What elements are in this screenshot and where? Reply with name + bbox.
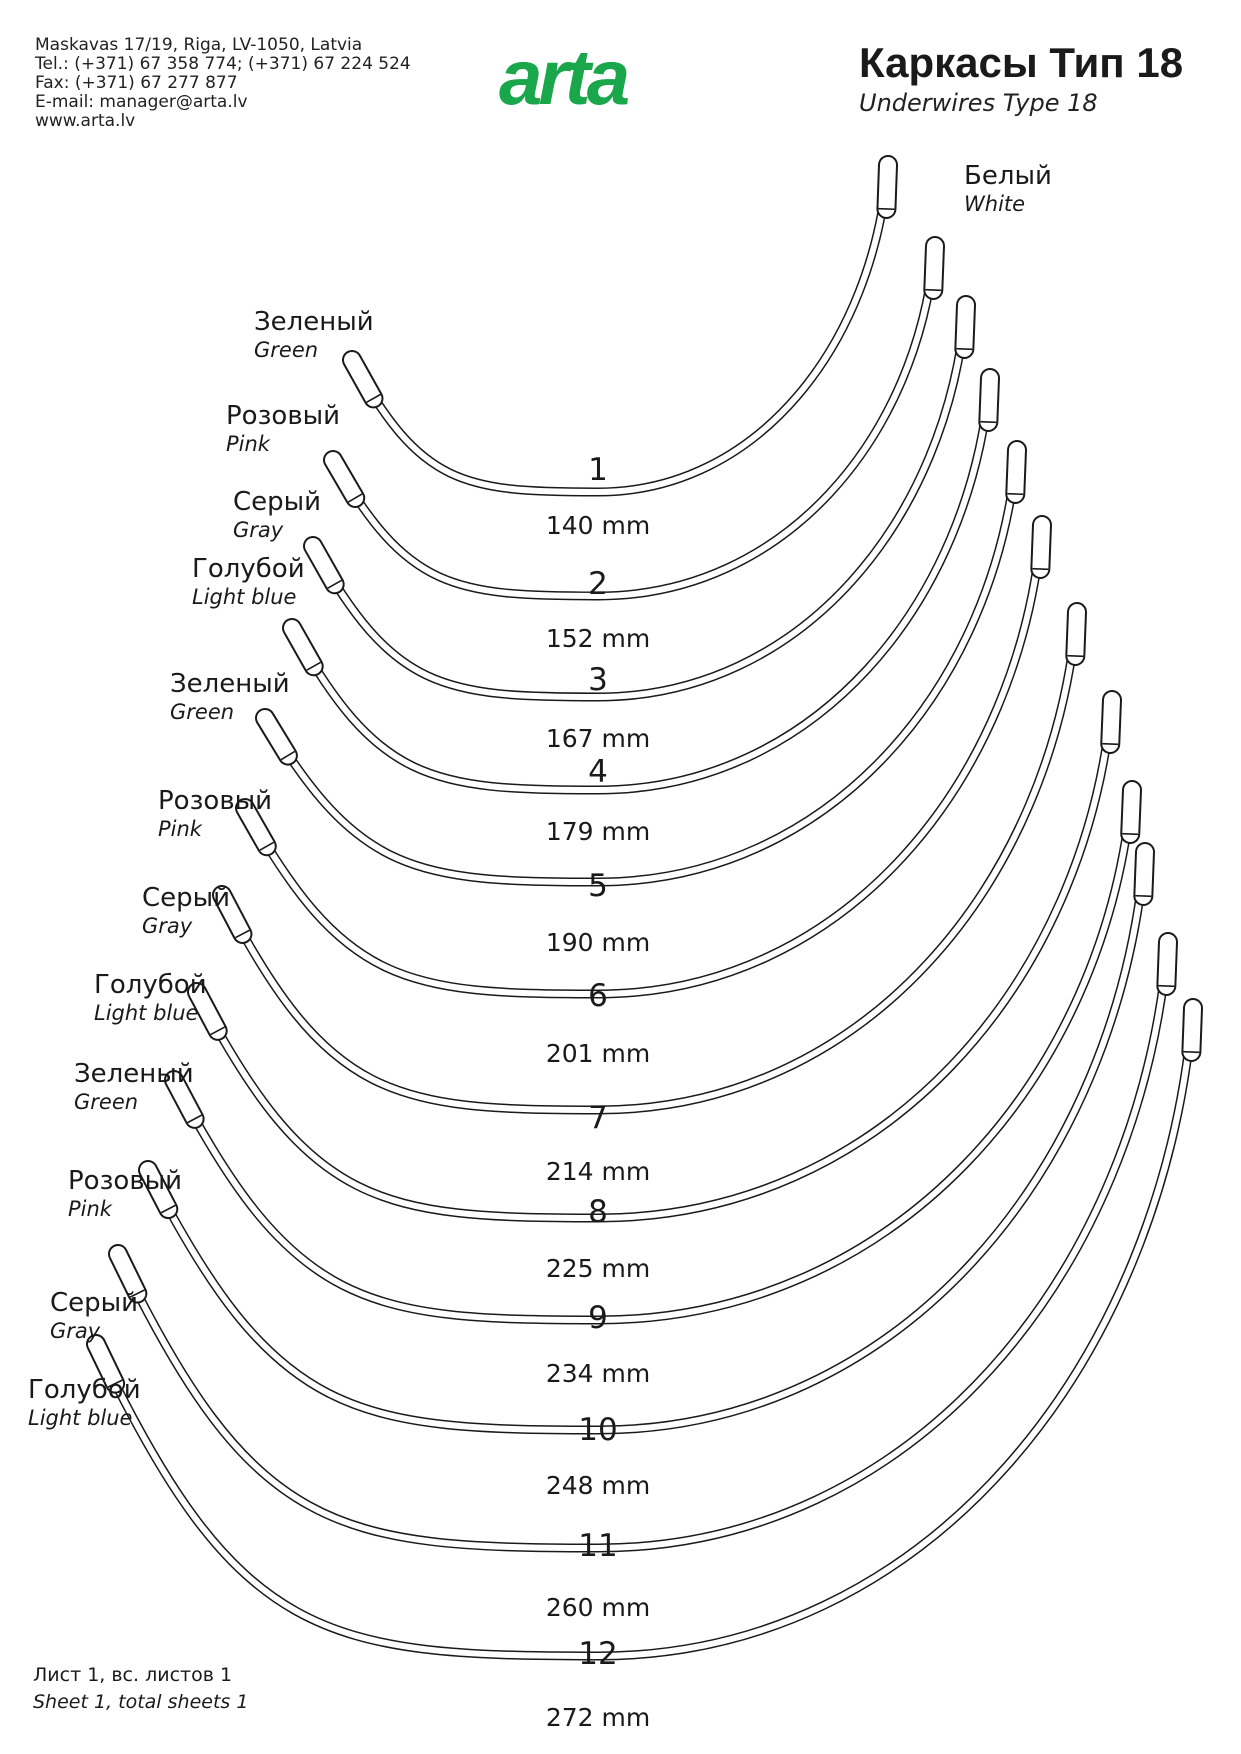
wire-length: 234 mm [545,1359,651,1388]
underwire-12-right-tip-fill [1191,1008,1193,1052]
wire-number: 8 [588,1194,608,1230]
wire-number: 1 [588,452,608,488]
wire-length: 248 mm [545,1471,651,1500]
underwire-8-outline [197,700,1112,1218]
wire-length: 272 mm [545,1703,651,1732]
website-line: www.arta.lv [35,111,136,131]
underwire-2-right-tip-fill [933,246,935,290]
address-line: Maskavas 17/19, Riga, LV-1050, Latvia [35,35,363,55]
color-label-english: Green [170,700,235,724]
color-label-english: Pink [226,432,270,456]
color-label-russian: Зеленый [74,1059,194,1089]
wire-number: 5 [588,868,608,904]
color-label-english: White [964,192,1026,216]
wire-number: 7 [588,1100,608,1136]
underwire-1-outline [352,165,888,492]
underwire-7-right-tip-joint [1067,656,1083,657]
title-english: Underwires Type 18 [859,89,1098,117]
color-label-english: Green [74,1090,139,1114]
wire-length: 140 mm [545,511,651,540]
underwire-8-right-tip-fill [1110,700,1112,744]
color-label-russian: Розовый [226,401,341,431]
underwire-5-right-tip-fill [1015,450,1017,494]
underwire-10-right-tip-fill [1143,852,1145,896]
phone-line: Tel.: (+371) 67 358 774; (+371) 67 224 524 [35,54,411,74]
color-label-english: Light blue [94,1001,199,1025]
underwire-9-right-tip-joint [1122,834,1138,835]
underwire-1-right-tip-joint [878,209,894,210]
underwire-11-right-tip-joint [1158,986,1174,987]
color-label-russian: Серый [142,883,231,913]
wire-number: 4 [588,754,608,790]
title-russian: Каркасы Тип 18 [859,39,1184,86]
color-label-russian: Розовый [68,1166,183,1196]
wire-length: 152 mm [545,624,651,653]
color-label-english: Gray [142,914,193,938]
arta-logo-text: arta [499,44,627,116]
underwire-3-left-tip-fill [313,546,335,584]
underwire-4-right-tip-fill [988,378,990,422]
fax-line: Fax: (+371) 67 277 877 [35,73,238,93]
underwire-11-right-tip-fill [1166,942,1168,986]
underwire-3-right-tip-fill [964,305,966,349]
underwire-1-left-tip-fill [352,360,373,398]
wire-length: 167 mm [545,724,651,753]
underwire-8-body [197,700,1112,1218]
color-label-english: Gray [50,1319,101,1343]
color-label-russian: Белый [964,161,1052,191]
wire-length: 214 mm [545,1157,651,1186]
color-label-russian: Серый [50,1288,139,1318]
wire-number: 6 [588,978,608,1014]
underwire-7-right-tip-fill [1075,612,1077,656]
wire-length: 190 mm [545,928,651,957]
wire-number: 12 [578,1636,618,1672]
underwire-5-left-tip-fill [265,718,288,756]
wire-length: 260 mm [545,1593,651,1622]
color-label-english: Gray [233,518,284,542]
wire-number: 3 [588,662,608,698]
underwire-10-right-tip-joint [1135,896,1151,897]
underwire-9-right-tip-fill [1130,790,1132,834]
wire-length: 225 mm [545,1254,651,1283]
underwire-7-body [222,612,1077,1110]
sheet-info [33,1662,248,1716]
underwire-6-right-tip-joint [1032,569,1048,570]
wire-length: 201 mm [545,1039,651,1068]
color-label-english: Green [254,338,319,362]
color-label-russian: Голубой [192,554,305,584]
underwire-12-right-tip-joint [1183,1052,1199,1053]
underwire-8-right-tip-joint [1102,744,1118,745]
underwire-1-right-tip-fill [886,165,888,209]
sheet-info-russian: Лист 1, вс. листов 1 [33,1664,233,1686]
underwire-2-left-tip-fill [333,460,355,498]
wire-length: 179 mm [545,817,651,846]
wire-number: 10 [578,1412,618,1448]
wire-number: 11 [578,1528,618,1564]
color-label-russian: Голубой [94,970,207,1000]
email-line: E-mail: manager@arta.lv [35,92,248,112]
sheet-info-english: Sheet 1, total sheets 1 [33,1691,249,1713]
underwire-1-body [352,165,888,492]
underwire-2-right-tip-joint [925,290,941,291]
underwire-2-body [333,246,935,596]
underwire-3-right-tip-joint [956,349,972,350]
color-label-english: Light blue [192,585,297,609]
wire-number: 2 [588,566,608,602]
color-label-english: Light blue [28,1406,133,1430]
color-label-english: Pink [68,1197,112,1221]
color-label-russian: Розовый [158,786,273,816]
wire-number: 9 [588,1300,608,1336]
underwire-7-outline [222,612,1077,1110]
color-label-english: Pink [158,817,202,841]
color-label-russian: Голубой [28,1375,141,1405]
underwire-2-outline [333,246,935,596]
color-label-russian: Серый [233,487,322,517]
underwire-5-right-tip-joint [1007,494,1023,495]
color-label-russian: Зеленый [170,669,290,699]
underwire-6-right-tip-fill [1040,525,1042,569]
color-label-russian: Зеленый [254,307,374,337]
underwire-4-left-tip-fill [292,628,314,666]
underwire-4-right-tip-joint [980,422,996,423]
